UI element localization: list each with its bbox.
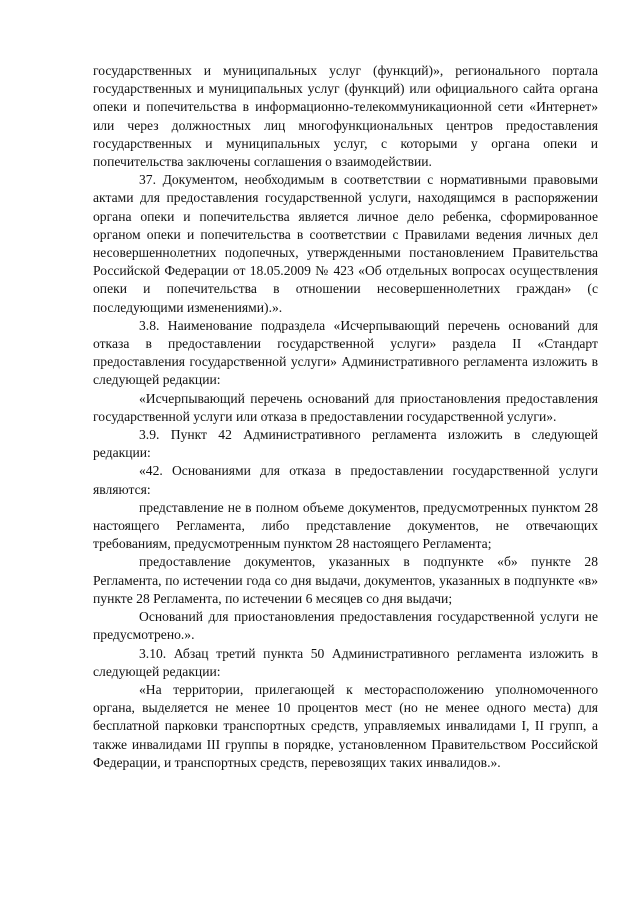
paragraph-6: «42. Основаниями для отказа в предоставлении государственной услуги являются: — [93, 463, 598, 497]
paragraph-3: 3.8. Наименование подраздела «Исчерпывающий перечень оснований для отказа в предоставлении государственной услуги» раздела II «Стандарт предоставления государственной услуги» Административного регламента изложить в следующей редакции: — [93, 317, 598, 388]
paragraph-10: 3.10. Абзац третий пункта 50 Административного регламента изложить в следующей редакции: — [93, 645, 598, 679]
document-page — [93, 62, 598, 772]
paragraph-8: предоставление документов, указанных в подпункте «б» пункте 28 Регламента, по истечении года со дня выдачи, документов, указанных в подпункте «в» пункте 28 Регламента, по истечении 6 месяцев со дня выдачи; — [93, 554, 598, 606]
paragraph-7: представление не в полном объеме документов, предусмотренных пунктом 28 настоящего Регламента, либо представление документов, не отвечающих требованиям, предусмотренным пунктом 28 настоящего Регламента; — [93, 499, 598, 552]
paragraph-2: 37. Документом, необходимым в соответствии с нормативными правовыми актами для предоставления государственной услуги, находящимся в распоряжении органа опеки и попечительства является личное дело ребенка, сформированное органом опеки и попечительства в соответствии с Правилами ведения личных дел несовершеннолетних подопечных, утвержденными постановлением Правительства Российской Федерации от 18.05.2009 № 423 «Об отдельных вопросах осуществления опеки и попечительства в отношении несовершеннолетних граждан» (с последующими изменениями).». — [93, 172, 598, 315]
paragraph-1: государственных и муниципальных услуг (функций)», регионального портала государственных и муниципальных услуг (функций) или официального сайта органа опеки и попечительства в информационно-телекоммуникационной сети «Интернет» или через должностных лиц многофункциональных центров предоставления государственных и муниципальных услуг, с которыми у органа опеки и попечительства заключены соглашения о взаимодействии. — [93, 63, 598, 170]
paragraph-11: «На территории, прилегающей к месторасположению уполномоченного органа, выделяется не менее 10 процентов мест (но не менее одного места) для бесплатной парковки транспортных средств, управляемых инвалидами I, II групп, а также инвалидами III группы в порядке, установленном Правительством Российской Федерации, и транспортных средств, перевозящих таких инвалидов.». — [93, 681, 598, 770]
paragraph-5: 3.9. Пункт 42 Административного регламента изложить в следующей редакции: — [93, 427, 598, 461]
paragraph-4: «Исчерпывающий перечень оснований для приостановления предоставления государственной услуги или отказа в предоставлении государственной услуги». — [93, 390, 598, 424]
paragraph-9: Оснований для приостановления предоставления государственной услуги не предусмотрено.». — [93, 609, 598, 643]
